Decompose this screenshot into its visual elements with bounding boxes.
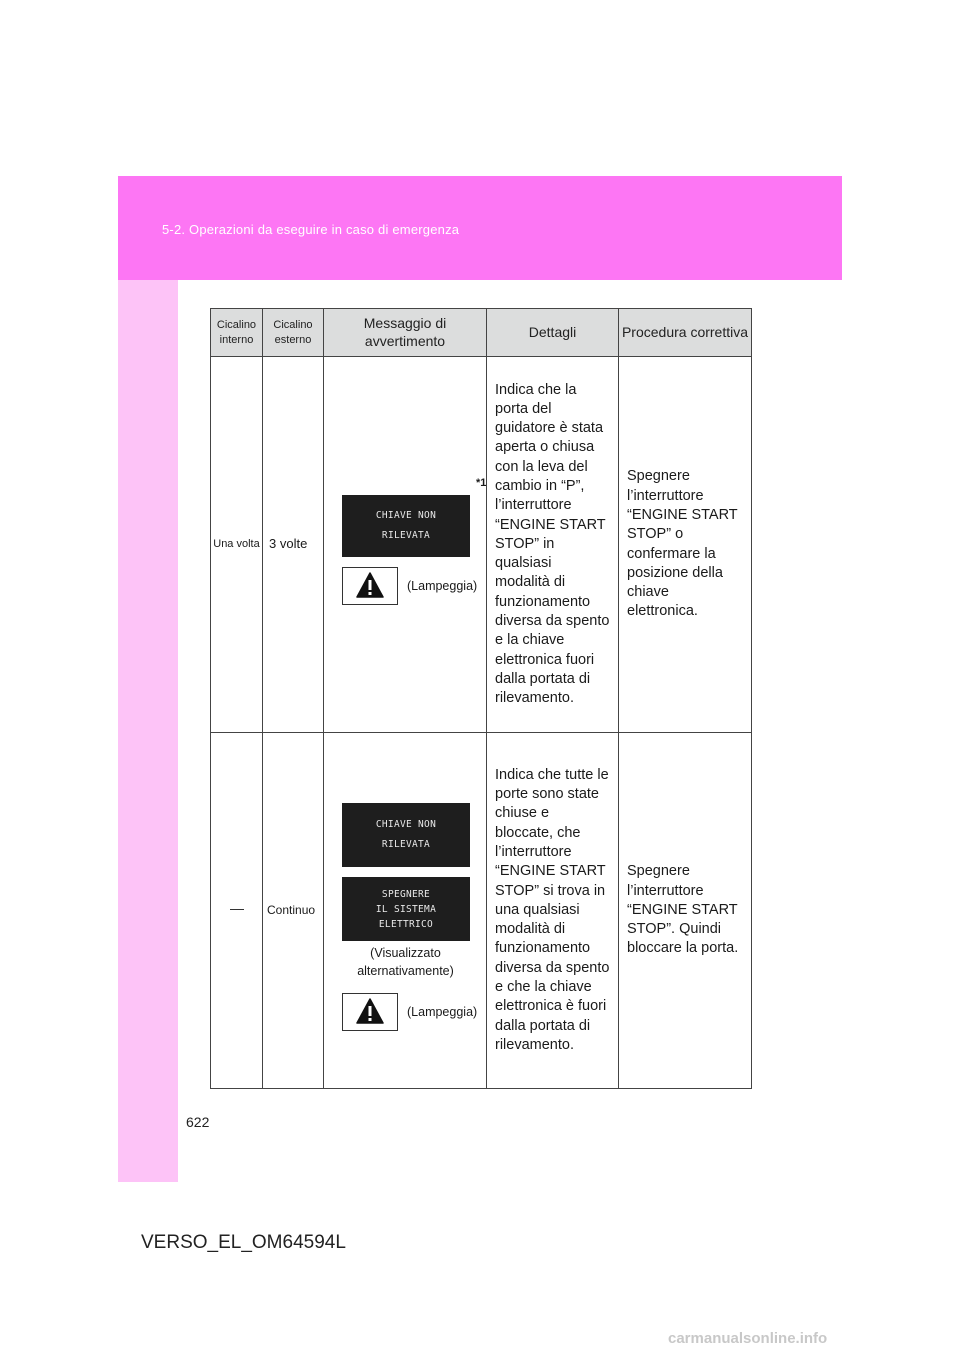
table-header-row: [211, 309, 752, 357]
screen-line: RILEVATA: [381, 530, 431, 541]
exclamation-triangle-icon: [356, 998, 384, 1024]
blink-label: (Lampeggia): [407, 1005, 478, 1019]
header-external-buzzer: Cicalino esterno: [263, 309, 324, 357]
external-buzzer-cell: Continuo: [263, 733, 324, 1089]
exclamation-triangle-icon: [356, 572, 384, 598]
page-number: 622: [186, 1114, 210, 1130]
screen-line: CHIAVE NON: [375, 819, 437, 830]
document-code: VERSO_EL_OM64594L: [141, 1232, 346, 1253]
warning-message-cell: [324, 733, 487, 1089]
warning-message-cell: [324, 357, 487, 733]
display-screen-key-not-detected: [342, 495, 470, 557]
display-screen-key-not-detected: [342, 803, 470, 867]
procedure-cell: Spegnere l’interruttore “ENGINE START STOP” o confermare la posizione della chiave elettronica.: [619, 357, 752, 733]
alternate-display-caption: (Visualizzato alternativamente): [357, 946, 454, 978]
internal-buzzer-cell: [211, 733, 263, 1089]
display-screen-power-off: [342, 877, 470, 941]
screen-line: RILEVATA: [381, 839, 431, 850]
warning-table: [210, 308, 752, 1089]
warning-indicator-box: [342, 993, 398, 1031]
warning-indicator-box: [342, 567, 398, 605]
screen-line: SPEGNERE: [381, 888, 431, 900]
footnote-marker: *1: [476, 477, 487, 489]
header-warning-message: Messaggio di avvertimento: [324, 309, 487, 357]
table-row: [211, 733, 752, 1089]
procedure-cell: Spegnere l’interruttore “ENGINE START STOP”. Quindi bloccare la porta.: [619, 733, 752, 1089]
screen-line: ELETTRICO: [378, 918, 434, 930]
details-cell: Indica che la porta del guidatore è stata aperta o chiusa con la leva del cambio in “P”, l’interruttore “ENGINE START STOP” in qualsiasi modalità di funzionamento diversa da spento e la chiave elettronica fuori dalla portata di rilevamento.: [487, 357, 619, 733]
details-cell: Indica che tutte le porte sono state chiuse e bloccate, che l’interruttore “ENGINE START STOP” si trova in una qualsiasi modalità di funzionamento diversa da spento e che la chiave elettronica è fuori dalla portata di rilevamento.: [487, 733, 619, 1089]
header-internal-buzzer: Cicalino interno: [211, 309, 263, 357]
header-procedure: Procedura correttiva: [619, 309, 752, 357]
side-strip: [118, 280, 178, 1182]
blink-label: (Lampeggia): [407, 579, 478, 593]
header-details: Dettagli: [487, 309, 619, 357]
watermark: carmanualsonline.info: [668, 1330, 828, 1347]
internal-buzzer-cell: Una volta: [211, 357, 263, 733]
screen-line: CHIAVE NON: [375, 510, 437, 521]
no-buzzer-dash: [230, 909, 244, 910]
external-buzzer-cell: 3 volte: [263, 357, 324, 733]
section-title: 5-2. Operazioni da eseguire in caso di emergenza: [162, 222, 460, 237]
table-row: [211, 357, 752, 733]
screen-line: IL SISTEMA: [375, 903, 437, 915]
